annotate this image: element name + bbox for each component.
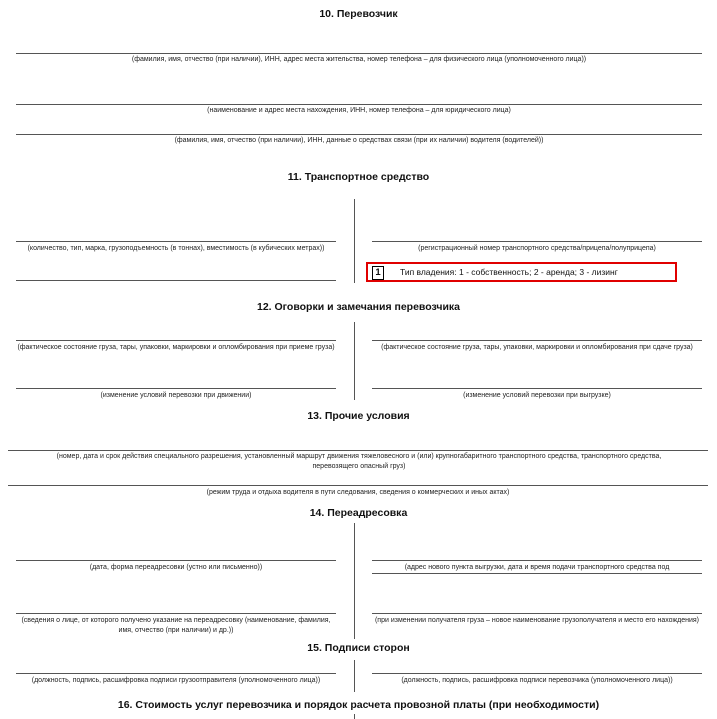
transit-changes-caption: (изменение условий перевозки при движении) bbox=[100, 392, 252, 399]
cargo-state-unloading-caption: (фактическое состояние груза, тары, упаковки, маркировки и опломбирования при сдаче груза) bbox=[381, 344, 693, 351]
cargo-state-loading-caption: (фактическое состояние груза, тары, упаковки, маркировки и опломбирования при приеме груза) bbox=[17, 344, 335, 351]
carrier-signature-caption: (должность, подпись, расшифровка подписи перевозчика (уполномоченного лица)) bbox=[401, 677, 673, 684]
section-15-divider bbox=[354, 660, 355, 692]
ownership-type-field[interactable] bbox=[366, 262, 677, 282]
cargo-state-unloading-line[interactable] bbox=[372, 340, 702, 341]
section-16-divider bbox=[354, 714, 355, 719]
ownership-type-value[interactable]: 1 bbox=[372, 266, 384, 280]
carrier-person-caption: (фамилия, имя, отчество (при наличии), ИНН, адрес места жительства, номер телефона – для физического лица (уполномоченного лица)) bbox=[131, 56, 587, 63]
section-13-title: 13. Прочие условия bbox=[307, 410, 410, 422]
unloading-changes-line[interactable] bbox=[372, 388, 702, 389]
new-consignee-caption: (при изменении получателя груза – новое наименование грузополучателя и место его нахождения) bbox=[374, 617, 700, 624]
vehicle-regnum-line[interactable] bbox=[372, 241, 702, 242]
unloading-changes-caption: (изменение условий перевозки при выгрузке) bbox=[463, 392, 611, 399]
redirect-date-caption: (дата, форма переадресовки (устно или письменно)) bbox=[89, 564, 263, 571]
vehicle-info-line[interactable] bbox=[16, 241, 336, 242]
new-consignee-line[interactable] bbox=[372, 613, 702, 614]
section-10-title: 10. Перевозчик bbox=[319, 8, 398, 20]
section-12-divider bbox=[354, 322, 355, 400]
section-16-title: 16. Стоимость услуг перевозчика и порядок расчета провозной платы (при необходимости) bbox=[117, 699, 600, 711]
section-12-title: 12. Оговорки и замечания перевозчика bbox=[256, 301, 460, 313]
redirect-address-caption: (адрес нового пункта выгрузки, дата и время подачи транспортного средства под bbox=[404, 564, 670, 571]
driver-regime-line[interactable] bbox=[8, 485, 708, 486]
carrier-driver-line[interactable] bbox=[16, 134, 702, 135]
redirect-address-line[interactable] bbox=[372, 560, 702, 561]
vehicle-info-line-bottom bbox=[16, 280, 336, 281]
carrier-company-caption: (наименование и адрес места нахождения, ИНН, номер телефона – для юридического лица) bbox=[207, 107, 511, 114]
section-11-divider bbox=[354, 199, 355, 283]
carrier-signature-line[interactable] bbox=[372, 673, 702, 674]
carrier-company-line[interactable] bbox=[16, 104, 702, 105]
redirect-person-caption: (сведения о лице, от которого получено указание на переадресовку (наименование, фамилия, имя, отчество (при наличии) и др.)) bbox=[21, 617, 331, 634]
redirect-address-line-2 bbox=[372, 573, 702, 574]
transit-changes-line[interactable] bbox=[16, 388, 336, 389]
special-permit-line[interactable] bbox=[8, 450, 708, 451]
carrier-driver-caption: (фамилия, имя, отчество (при наличии), ИНН, данные о средствах связи (при их наличии) водителя (водителей)) bbox=[174, 137, 544, 144]
vehicle-info-caption: (количество, тип, марка, грузоподъемность (в тоннах), вместимость (в кубических метрах)) bbox=[27, 245, 325, 252]
vehicle-regnum-caption: (регистрационный номер транспортного средства/прицепа/полуприцепа) bbox=[418, 245, 656, 252]
special-permit-caption: (номер, дата и срок действия специального разрешения, установленный маршрут движения тяжеловесного и (или) крупногабаритного транспортного средства, транспортного средства, перевозящего опасный груз) bbox=[56, 453, 662, 470]
section-15-title: 15. Подписи сторон bbox=[307, 642, 410, 654]
section-11-title: 11. Транспортное средство bbox=[287, 171, 430, 183]
driver-regime-caption: (режим труда и отдыха водителя в пути следования, сведения о коммерческих и иных актах) bbox=[206, 489, 510, 496]
ownership-type-label: Тип владения: 1 - собственность; 2 - аренда; 3 - лизинг bbox=[400, 267, 618, 277]
cargo-state-loading-line[interactable] bbox=[16, 340, 336, 341]
shipper-signature-caption: (должность, подпись, расшифровка подписи грузоотправителя (уполномоченного лица)) bbox=[31, 677, 321, 684]
shipper-signature-line[interactable] bbox=[16, 673, 336, 674]
section-14-title: 14. Переадресовка bbox=[309, 507, 408, 519]
section-14-divider bbox=[354, 523, 355, 639]
redirect-date-line[interactable] bbox=[16, 560, 336, 561]
redirect-person-line[interactable] bbox=[16, 613, 336, 614]
carrier-person-line[interactable] bbox=[16, 53, 702, 54]
